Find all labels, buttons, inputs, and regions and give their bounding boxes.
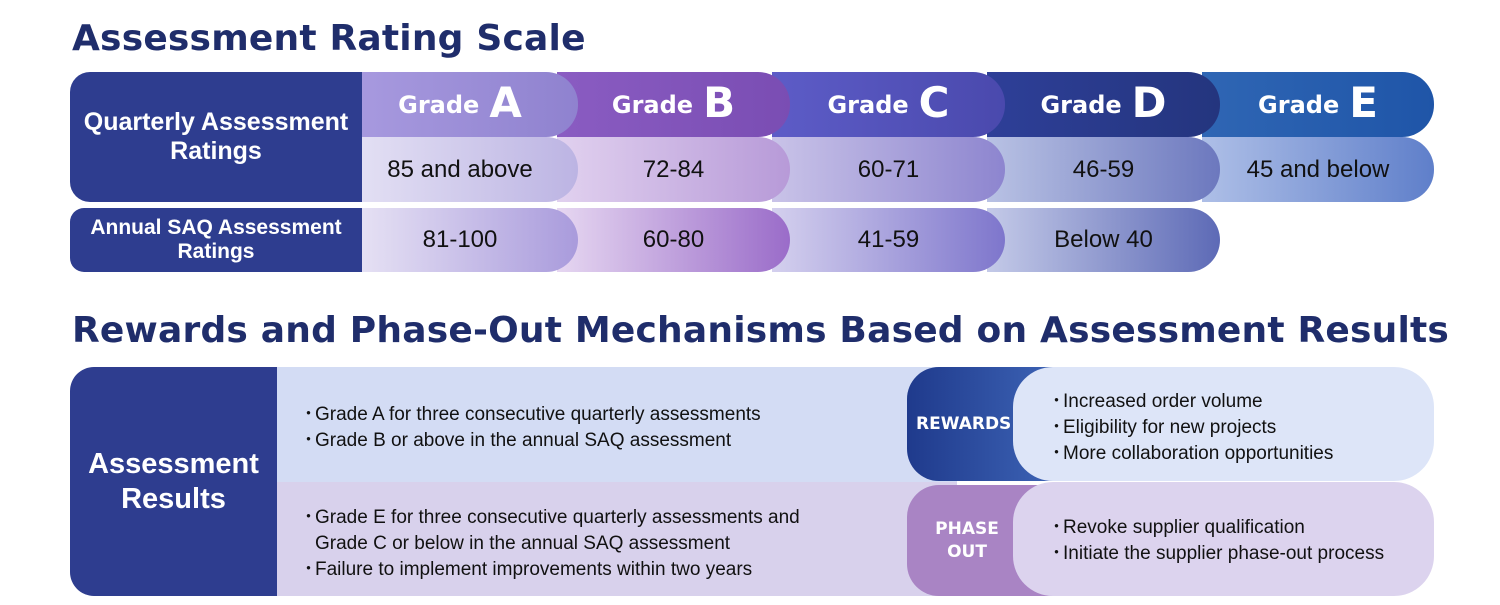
grade-letter: A (489, 78, 522, 127)
mechanisms-title: Rewards and Phase-Out Mechanisms Based on Assessment Results (72, 310, 1450, 351)
rewards-badge: REWARDS (907, 367, 1067, 481)
list-item: ・Eligibility for new projects (1047, 417, 1277, 438)
grade-c-header (772, 72, 1005, 137)
list-item: Grade C or below in the annual SAQ assessment (315, 533, 731, 554)
grade-letter: B (703, 78, 736, 127)
list-item: ・Grade B or above in the annual SAQ assessment (299, 430, 732, 451)
phaseout-badge: PHASE OUT (907, 485, 1067, 596)
list-item: ・Revoke supplier qualification (1047, 517, 1305, 538)
grade-letter: D (1131, 78, 1167, 127)
grade-b-header (557, 72, 790, 137)
assessment-results-text: Assessment Results (88, 447, 259, 515)
list-item: ・Grade E for three consecutive quarterly assessments and (299, 507, 800, 528)
reward-conditions (277, 367, 957, 482)
rewards-list (1013, 367, 1434, 481)
annual-saq-ratings-label: Annual SAQ Assessment Ratings (70, 208, 362, 272)
assessment-results-label (70, 367, 277, 596)
list-item: ・Increased order volume (1047, 391, 1263, 412)
quarterly-value-c: 60-71 (772, 137, 1005, 202)
grade-e-header (1202, 72, 1434, 137)
grade-word: Grade (1258, 90, 1340, 119)
grade-a-header (342, 72, 578, 137)
grade-word: Grade (827, 90, 909, 119)
phaseout-conditions (277, 482, 957, 596)
grade-letter: E (1349, 78, 1378, 127)
phaseout-actions-list (1013, 482, 1434, 596)
annual-value-c: 41-59 (772, 208, 1005, 272)
quarterly-value-a: 85 and above (342, 137, 578, 202)
quarterly-ratings-label: Quarterly Assessment Ratings (70, 72, 362, 202)
quarterly-value-b: 72-84 (557, 137, 790, 202)
quarterly-value-e: 45 and below (1202, 137, 1434, 202)
list-item: ・Failure to implement improvements within two years (299, 559, 753, 580)
list-item: ・Grade A for three consecutive quarterly assessments (299, 404, 761, 425)
list-item: ・Initiate the supplier phase-out process (1047, 543, 1385, 564)
grade-word: Grade (611, 90, 694, 119)
quarterly-value-d: 46-59 (987, 137, 1220, 202)
annual-value-a: 81-100 (342, 208, 578, 272)
grade-letter: C (918, 78, 950, 127)
grade-d-header (987, 72, 1220, 137)
grade-word: Grade (398, 90, 480, 119)
grade-word: Grade (1040, 90, 1122, 119)
annual-value-d: Below 40 (987, 208, 1220, 272)
annual-value-b: 60-80 (557, 208, 790, 272)
list-item: ・More collaboration opportunities (1047, 443, 1334, 464)
rating-scale-title: Assessment Rating Scale (72, 18, 586, 59)
